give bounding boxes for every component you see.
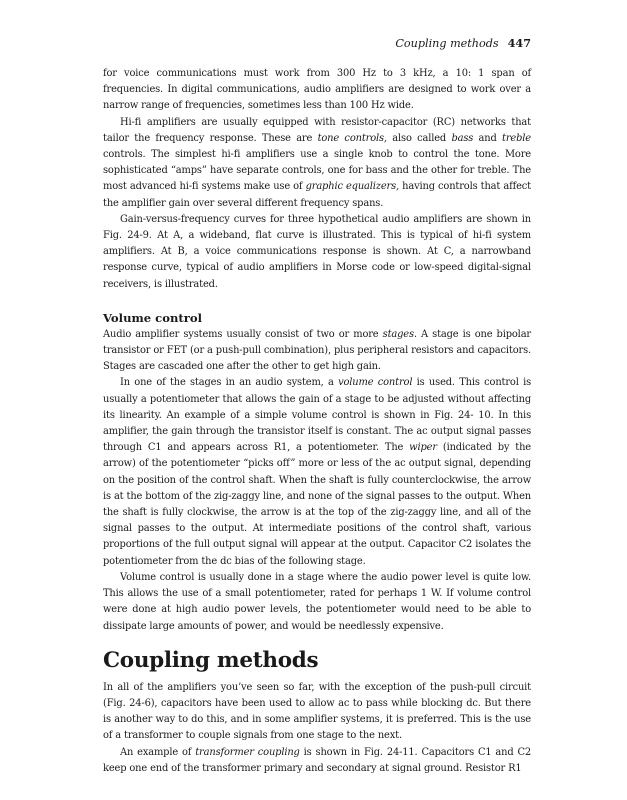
paragraph-gain-curves: Gain-versus-frequency curves for three hypothetical audio amplifiers are shown in Fig. 24-9. At A, a wideband, flat curve is illustrated. This is typical of hi-fi system amplifiers. At B, a voice communications response is shown. At C, a narrowband response curve, typical of audio amplifiers in Morse code or low-speed digital-signal receivers, is illustrated. bbox=[103, 213, 531, 290]
page-number: 447 bbox=[507, 36, 531, 50]
text-span: having controls that affect the amplifier gain over several different frequency spans. bbox=[103, 181, 531, 209]
paragraph-coupling-intro: In all of the amplifiers you’ve seen so far, with the exception of the push-pull circuit (Fig. 24-6), capacitors have been used to allow ac to pass while blocking dc. But there is another way to do this, and in some amplifier systems, it is preferred. This is the use of a transformer to couple signals from one stage to the next. bbox=[103, 681, 531, 742]
chapter-heading-coupling-methods: Coupling methods bbox=[103, 647, 319, 673]
text-span: and bbox=[473, 132, 503, 144]
paragraph-tone-controls bbox=[103, 115, 531, 212]
text-span: (indicated by the arrow) of the potentiometer “picks off” more or less of the ac output signal, depending on the position of the control shaft. When the shaft is fully counterclockwise, the arrow is at the bottom of the zig-zaggy line, and none of the signal passes to the output. When the shaft is fully clockwise, the arrow is at the top of the zig-zaggy line, and all of the signal passes to the output. At intermediate positions of the control shaft, various proportions of the full output signal will appear at the output. Capacitor C2 isolates the potentiometer from the dc bias of the following stage. bbox=[103, 442, 531, 567]
term-transformer-coupling: transformer coupling bbox=[195, 746, 300, 758]
text-span: is used. This control is usually a potentiometer that allows the gain of a stage to be adjusted without affecting its linearity. An example of a simple volume control is shown in Fig. 24- 10. In this amplifier, the gain through the transistor itself is constant. The ac output signal passes through C1 and appears across R1, a potentiometer. The bbox=[103, 377, 531, 454]
text-span: A stage is one bipolar transistor or FET (or a push-pull combination), plus peripheral resistors and capacitors. Stages are cascaded one after the other to get high gain. bbox=[103, 328, 531, 373]
text-span: also called bbox=[386, 132, 452, 144]
term-stages: stages. bbox=[382, 328, 417, 340]
paragraph-volume-control bbox=[103, 375, 531, 569]
term-treble: treble bbox=[502, 132, 531, 144]
page-body bbox=[103, 66, 531, 777]
term-graphic-equalizers: graphic equalizers, bbox=[305, 181, 400, 193]
term-tone-controls: tone controls, bbox=[317, 132, 387, 144]
text-span: is shown in Fig. 24-11. Capacitors C1 and C2 keep one end of the transformer primary and secondary at signal ground. Resistor R1 bbox=[103, 746, 532, 774]
paragraph-low-power-volume: Volume control is usually done in a stage where the audio power level is quite low. This allows the use of a small potentiometer, rated for perhaps 1 W. If volume control were done at high audio power levels, the potentiometer would need to be able to dissipate large amounts of power, and would be needlessly expensive. bbox=[103, 571, 531, 632]
text-span: controls. The simplest hi-fi amplifiers use a single knob to control the tone. More sophisticated “amps” have separate controls, one for bass and the other for treble. The most advanced hi-fi systems make use of bbox=[103, 149, 531, 193]
text-span: In one of the stages in an audio system, a bbox=[120, 377, 339, 389]
paragraph-transformer-coupling bbox=[103, 745, 531, 777]
text-span: An example of bbox=[120, 746, 196, 758]
term-volume-control: volume control bbox=[338, 377, 413, 389]
paragraph-intro-1: for voice communications must work from 300 Hz to 3 kHz, a 10: 1 span of frequencies. In digital communications, audio amplifiers are designed to work over a narrow range of frequencies, sometimes less than 100 Hz wide. bbox=[103, 68, 531, 112]
term-bass: bass bbox=[451, 132, 474, 144]
text-span: Hi-fi amplifiers are usually equipped with resistor-capacitor (RC) networks that tailor the frequency response. These are bbox=[103, 116, 531, 144]
paragraph-stages bbox=[103, 327, 531, 376]
running-header bbox=[395, 36, 531, 50]
running-header-title: Coupling methods bbox=[395, 37, 499, 50]
text-span: Audio amplifier systems usually consist of two or more bbox=[103, 328, 383, 340]
section-heading-volume-control: Volume control bbox=[103, 310, 202, 325]
term-wiper: wiper bbox=[409, 442, 437, 454]
